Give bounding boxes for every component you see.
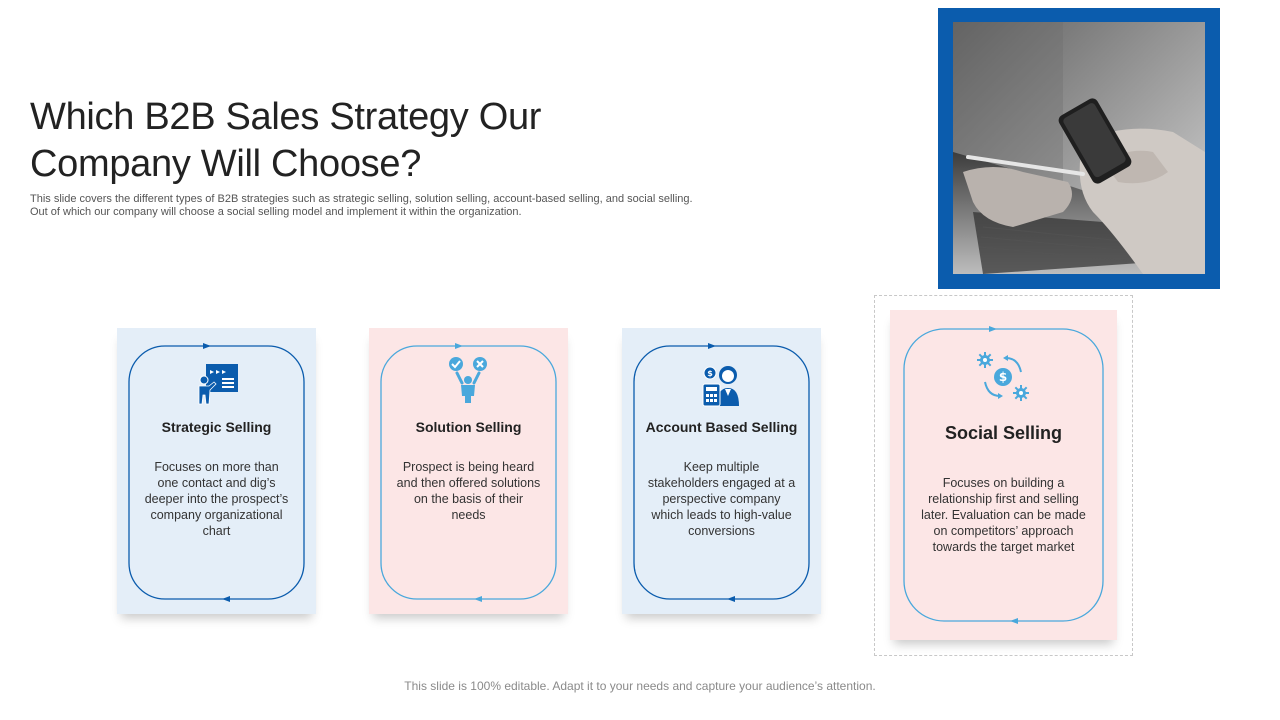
card-title: Solution Selling: [415, 419, 522, 435]
card-description-line: towards the target market: [932, 540, 1075, 554]
card-description-line: Focuses on building a: [942, 476, 1065, 490]
card-description-line: needs: [451, 508, 486, 522]
card-description-line: and then offered solutions: [396, 476, 541, 490]
card-description-line: perspective company: [662, 492, 781, 506]
slide-subtitle-line-1: This slide covers the different types of B2B strategies such as strategic selling, solution selling, account-based selling, and social selling.: [30, 193, 693, 205]
card-description-line: Prospect is being heard: [402, 460, 535, 474]
card-description-line: one contact and dig’s: [157, 476, 276, 490]
card-description-line: company organizational: [150, 508, 283, 522]
card-description-line: which leads to high-value: [651, 508, 792, 522]
card-description-line: stakeholders engaged at a: [647, 476, 796, 490]
card-description: [385, 459, 552, 523]
photo-frame: [938, 8, 1220, 289]
card-description-line: on the basis of their: [413, 492, 524, 506]
person-check-cross-icon: [447, 356, 491, 404]
slide-title-line-1: Which B2B Sales Strategy Our: [30, 96, 542, 138]
card-description: [906, 475, 1101, 555]
card-description-line: Keep multiple: [683, 460, 760, 474]
card-description-line: Focuses on more than: [154, 460, 279, 474]
card-account-based-selling: [622, 328, 821, 614]
slide-title-line-2: Company Will Choose?: [30, 143, 422, 185]
slide-subtitle: [30, 193, 790, 219]
presentation-board-icon: [196, 362, 240, 406]
slide-title: [30, 94, 650, 188]
card-description-line: conversions: [688, 524, 755, 538]
card-title: Account Based Selling: [645, 419, 798, 435]
card-description-line: relationship first and selling: [928, 492, 1079, 506]
card-strategic-selling: [117, 328, 316, 614]
footer-note: This slide is 100% editable. Adapt it to your needs and capture your audience’s attention.: [404, 679, 876, 693]
photo-hand-phone-laptop: [953, 22, 1205, 274]
accountant-calculator-icon: [701, 364, 745, 408]
card-solution-selling: [369, 328, 568, 614]
card-description-line: deeper into the prospect’s: [144, 492, 289, 506]
card-title: Strategic Selling: [161, 419, 272, 435]
svg-text:$: $: [707, 369, 713, 378]
card-social-selling: [890, 310, 1117, 640]
card-description-line: later. Evaluation can be made: [921, 508, 1086, 522]
slide-subtitle-line-2: Out of which our company will choose a social selling model and implement it within the organization.: [30, 206, 522, 218]
card-description: [137, 459, 296, 539]
card-description: [636, 459, 807, 539]
card-description-line: chart: [202, 524, 231, 538]
svg-text:$: $: [998, 370, 1008, 384]
card-description-line: on competitors’ approach: [933, 524, 1074, 538]
money-gears-cycle-icon: [976, 350, 1030, 404]
card-title: Social Selling: [944, 423, 1063, 443]
